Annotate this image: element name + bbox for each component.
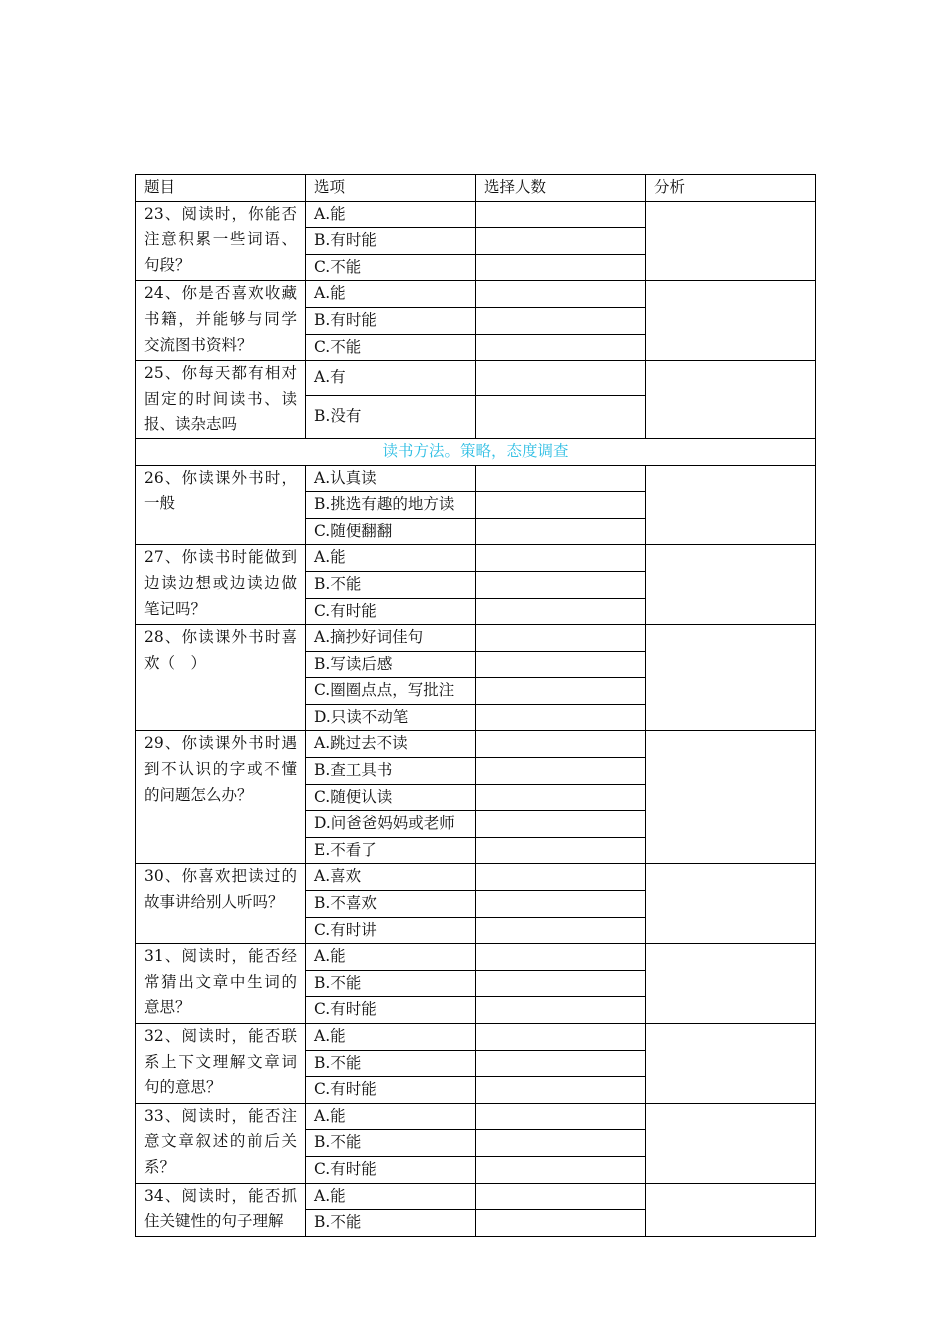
option-cell: A.能 xyxy=(306,545,476,572)
analysis-cell[interactable] xyxy=(646,1103,816,1183)
table-row xyxy=(136,1024,816,1051)
count-cell[interactable] xyxy=(476,678,646,705)
question-cell: 30、你喜欢把读过的故事讲给别人听吗？ xyxy=(136,864,306,944)
count-cell[interactable] xyxy=(476,1077,646,1104)
count-cell[interactable] xyxy=(476,598,646,625)
option-cell: C.不能 xyxy=(306,254,476,281)
option-cell: A.有 xyxy=(306,361,476,396)
table-row xyxy=(136,944,816,971)
count-cell[interactable] xyxy=(476,625,646,652)
analysis-cell[interactable] xyxy=(646,545,816,625)
option-cell: A.能 xyxy=(306,1183,476,1210)
option-cell: D.问爸爸妈妈或老师 xyxy=(306,811,476,838)
count-cell[interactable] xyxy=(476,571,646,598)
count-cell[interactable] xyxy=(476,1210,646,1237)
count-cell[interactable] xyxy=(476,228,646,255)
count-cell[interactable] xyxy=(476,254,646,281)
count-cell[interactable] xyxy=(476,704,646,731)
count-cell[interactable] xyxy=(476,1130,646,1157)
option-cell: B.不喜欢 xyxy=(306,891,476,918)
count-cell[interactable] xyxy=(476,281,646,308)
option-cell: B.不能 xyxy=(306,1130,476,1157)
header-count: 选择人数 xyxy=(476,175,646,202)
analysis-cell[interactable] xyxy=(646,281,816,361)
question-cell: 32、阅读时，能否联系上下文理解文章词句的意思？ xyxy=(136,1024,306,1104)
option-cell: C.随便翻翻 xyxy=(306,518,476,545)
option-cell: D.只读不动笔 xyxy=(306,704,476,731)
count-cell[interactable] xyxy=(476,811,646,838)
option-cell: A.认真读 xyxy=(306,465,476,492)
count-cell[interactable] xyxy=(476,465,646,492)
table-row xyxy=(136,731,816,758)
question-cell: 33、阅读时，能否注意文章叙述的前后关系？ xyxy=(136,1103,306,1183)
option-cell: B.查工具书 xyxy=(306,758,476,785)
header-question: 题目 xyxy=(136,175,306,202)
option-cell: A.能 xyxy=(306,944,476,971)
option-cell: C.有时能 xyxy=(306,1156,476,1183)
option-cell: B.不能 xyxy=(306,970,476,997)
count-cell[interactable] xyxy=(476,731,646,758)
option-cell: C.圈圈点点，写批注 xyxy=(306,678,476,705)
option-cell: A.摘抄好词佳句 xyxy=(306,625,476,652)
count-cell[interactable] xyxy=(476,492,646,519)
table-row xyxy=(136,201,816,228)
analysis-cell[interactable] xyxy=(646,731,816,864)
count-cell[interactable] xyxy=(476,944,646,971)
question-cell: 27、你读书时能做到边读边想或边读边做笔记吗？ xyxy=(136,545,306,625)
analysis-cell[interactable] xyxy=(646,465,816,545)
question-cell: 26、你读课外书时，一般 xyxy=(136,465,306,545)
option-cell: C.有时能 xyxy=(306,1077,476,1104)
count-cell[interactable] xyxy=(476,1183,646,1210)
question-cell: 23、阅读时，你能否注意积累一些词语、句段？ xyxy=(136,201,306,281)
header-analysis: 分析 xyxy=(646,175,816,202)
option-cell: B.写读后感 xyxy=(306,651,476,678)
analysis-cell[interactable] xyxy=(646,361,816,439)
option-cell: B.不能 xyxy=(306,571,476,598)
table-row xyxy=(136,1103,816,1130)
count-cell[interactable] xyxy=(476,1024,646,1051)
option-cell: C.有时能 xyxy=(306,997,476,1024)
question-cell: 34、阅读时，能否抓住关键性的句子理解 xyxy=(136,1183,306,1236)
count-cell[interactable] xyxy=(476,864,646,891)
question-cell: 25、你每天都有相对固定的时间读书、读报、读杂志吗 xyxy=(136,361,306,439)
count-cell[interactable] xyxy=(476,395,646,438)
option-cell: C.有时能 xyxy=(306,598,476,625)
analysis-cell[interactable] xyxy=(646,1024,816,1104)
analysis-cell[interactable] xyxy=(646,625,816,731)
analysis-cell[interactable] xyxy=(646,201,816,281)
analysis-cell[interactable] xyxy=(646,864,816,944)
table-row xyxy=(136,625,816,652)
count-cell[interactable] xyxy=(476,758,646,785)
count-cell[interactable] xyxy=(476,545,646,572)
count-cell[interactable] xyxy=(476,891,646,918)
option-cell: A.跳过去不读 xyxy=(306,731,476,758)
count-cell[interactable] xyxy=(476,1050,646,1077)
count-cell[interactable] xyxy=(476,784,646,811)
option-cell: C.不能 xyxy=(306,334,476,361)
analysis-cell[interactable] xyxy=(646,1183,816,1236)
count-cell[interactable] xyxy=(476,837,646,864)
option-cell: B.有时能 xyxy=(306,228,476,255)
option-cell: B.没有 xyxy=(306,395,476,438)
count-cell[interactable] xyxy=(476,997,646,1024)
option-cell: B.不能 xyxy=(306,1210,476,1237)
table-row xyxy=(136,281,816,308)
header-row xyxy=(136,175,816,202)
question-cell: 29、你读课外书时遇到不认识的字或不懂的问题怎么办？ xyxy=(136,731,306,864)
option-cell: A.能 xyxy=(306,201,476,228)
table-row xyxy=(136,361,816,396)
count-cell[interactable] xyxy=(476,651,646,678)
option-cell: A.能 xyxy=(306,281,476,308)
section-row xyxy=(136,438,816,465)
table-row xyxy=(136,465,816,492)
option-cell: B.不能 xyxy=(306,1050,476,1077)
table-row xyxy=(136,864,816,891)
count-cell[interactable] xyxy=(476,334,646,361)
table-row xyxy=(136,1183,816,1210)
option-cell: A.能 xyxy=(306,1024,476,1051)
option-cell: E.不看了 xyxy=(306,837,476,864)
option-cell: B.挑选有趣的地方读 xyxy=(306,492,476,519)
question-cell: 31、阅读时，能否经常猜出文章中生词的意思？ xyxy=(136,944,306,1024)
option-cell: C.有时讲 xyxy=(306,917,476,944)
option-cell: A.能 xyxy=(306,1103,476,1130)
count-cell[interactable] xyxy=(476,970,646,997)
count-cell[interactable] xyxy=(476,361,646,396)
survey-table xyxy=(135,174,816,1237)
analysis-cell[interactable] xyxy=(646,944,816,1024)
survey-body xyxy=(136,175,816,1237)
count-cell[interactable] xyxy=(476,518,646,545)
count-cell[interactable] xyxy=(476,307,646,334)
option-cell: C.随便认读 xyxy=(306,784,476,811)
count-cell[interactable] xyxy=(476,1156,646,1183)
count-cell[interactable] xyxy=(476,201,646,228)
option-cell: A.喜欢 xyxy=(306,864,476,891)
header-options: 选项 xyxy=(306,175,476,202)
table-row xyxy=(136,545,816,572)
question-cell: 28、你读课外书时喜欢（ ） xyxy=(136,625,306,731)
count-cell[interactable] xyxy=(476,917,646,944)
count-cell[interactable] xyxy=(476,1103,646,1130)
section-title: 读书方法。策略，态度调查 xyxy=(136,438,816,465)
question-cell: 24、你是否喜欢收藏书籍，并能够与同学交流图书资料？ xyxy=(136,281,306,361)
option-cell: B.有时能 xyxy=(306,307,476,334)
